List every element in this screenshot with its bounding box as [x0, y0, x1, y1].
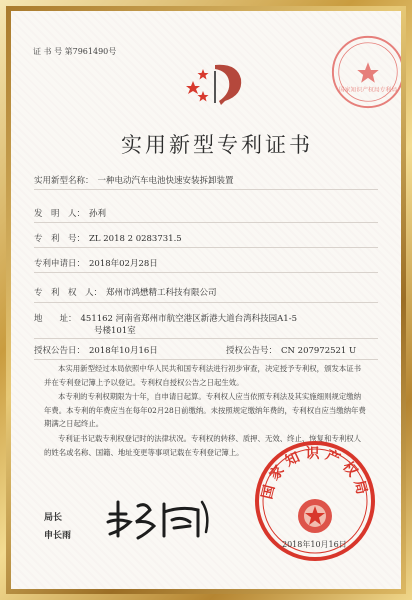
- field-value: 2018年10月16日: [89, 346, 158, 356]
- body-paragraph: 专利证书记载专利权登记时的法律状况。专利权的转移、质押、无效、终止、恢复和专利权人的姓名或名称、国籍、地址变更等事项记载在专利登记簿上。: [44, 434, 362, 457]
- certificate-number: 证 书 号 第7961490号: [33, 47, 117, 56]
- patent-office-emblem-icon: [181, 59, 251, 109]
- field-value: 451162 河南省郑州市航空港区新港大道台湾科技园A1-5: [80, 314, 297, 324]
- top-seal-icon: [329, 33, 401, 111]
- director-name: 申长雨: [44, 531, 72, 541]
- field-value: 一种电动汽车电池快速安装拆卸装置: [97, 176, 234, 186]
- field-value: 2018年02月28日: [89, 259, 158, 269]
- field-row-patent-number: [34, 232, 182, 244]
- body-paragraph: 本实用新型经过本局依照中华人民共和国专利法进行初步审查，决定授予专利权，颁发本证书并在专利登记簿上予以登记。专利权自授权公告之日起生效。: [44, 364, 362, 387]
- divider: [34, 189, 378, 190]
- top-seal-text: 国家知识产权局专利局: [338, 87, 398, 94]
- divider: [34, 338, 378, 339]
- field-label: 实用新型名称：: [34, 176, 94, 186]
- field-row-publication: [226, 344, 356, 356]
- field-row-address: [34, 312, 297, 324]
- field-label: 授权公告日：: [34, 346, 86, 356]
- field-label: 专 利 号：: [34, 234, 86, 244]
- body-paragraph: 本专利的专利权期限为十年，自申请日起算。专利权人应当依照专利法及其实施细则规定缴纳年费。本专利的年费应当在每年02月28日前缴纳。未按照规定缴纳年费的，专利权自应当缴纳年费期满之日起终止。: [44, 392, 366, 429]
- field-row-address-line2: [90, 324, 136, 336]
- svg-text:国家知识产权局: [258, 445, 370, 501]
- field-label: 地 址：: [34, 314, 77, 324]
- seal-text: 国家知识产权局: [259, 446, 371, 501]
- field-value: 郑州市鸿懋精工科技有限公司: [106, 288, 217, 298]
- field-label: 发 明 人：: [34, 209, 86, 219]
- field-row-patentee: [34, 286, 217, 298]
- divider: [34, 302, 378, 303]
- director-signature-icon: [102, 492, 222, 546]
- field-value: CN 207972521 U: [281, 346, 357, 356]
- field-value: ZL 2018 2 0283731.5: [89, 234, 182, 244]
- field-row-inventor: [34, 207, 106, 219]
- field-label: 专 利 权 人：: [34, 288, 103, 298]
- divider: [34, 247, 378, 248]
- divider: [34, 272, 378, 273]
- page-title: 实用新型专利证书: [121, 133, 313, 157]
- field-row-grant: [34, 344, 158, 356]
- field-label: 授权公告号：: [226, 346, 278, 356]
- field-label: 专利申请日：: [34, 259, 86, 269]
- field-row-filing-date: [34, 257, 158, 269]
- seal-date: 2018年10月16日: [282, 540, 347, 549]
- director-title: 局长: [44, 513, 63, 523]
- field-value: 号楼101室: [94, 326, 136, 336]
- field-row-name: [34, 174, 234, 186]
- field-value: 孙利: [89, 209, 107, 219]
- divider: [34, 359, 378, 360]
- divider: [34, 222, 378, 223]
